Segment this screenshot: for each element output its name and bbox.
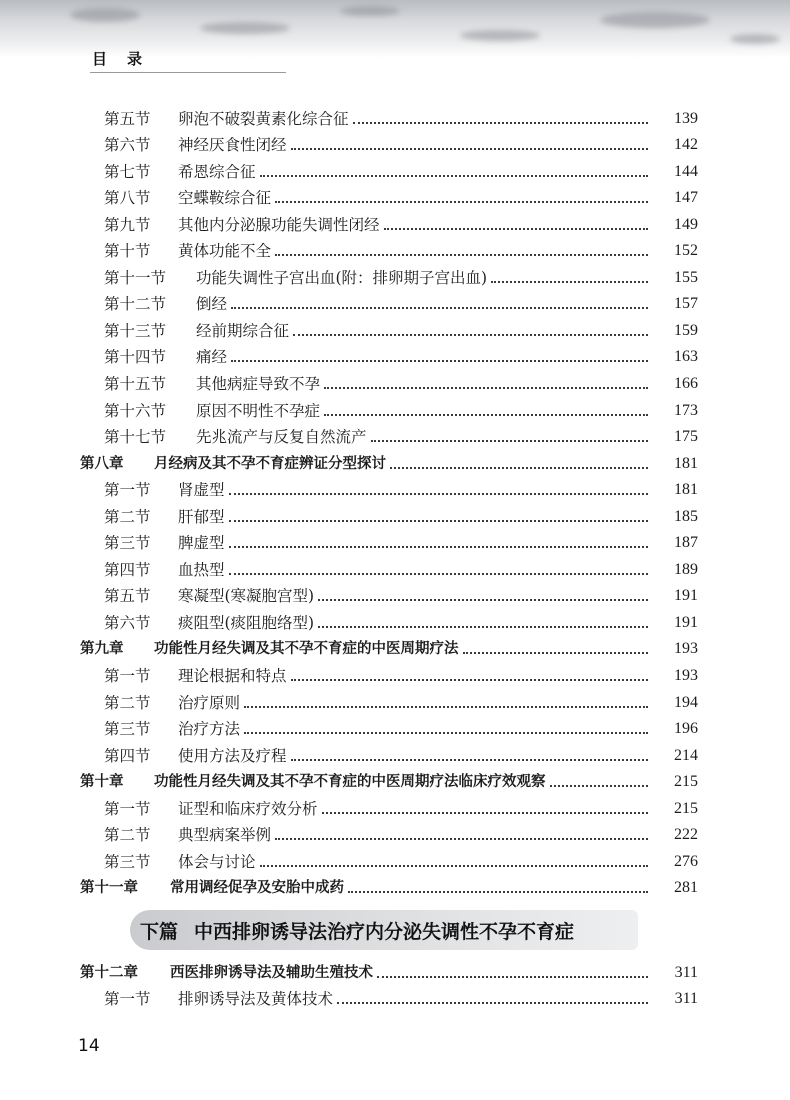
toc-page-number: 142: [674, 136, 698, 154]
toc-section-row[interactable]: [0, 688, 790, 715]
toc-section-row[interactable]: [0, 104, 790, 131]
toc-leader-dots: [348, 890, 648, 893]
toc-entry-label: [0, 561, 225, 579]
toc-entry-title: 肝郁型: [178, 507, 225, 526]
toc-entry-label: [0, 964, 373, 982]
toc-section-row[interactable]: [0, 608, 790, 635]
toc-entry-label: [0, 428, 367, 446]
toc-section-row[interactable]: [0, 847, 790, 874]
toc-entry-number: 第十节: [104, 242, 151, 261]
toc-section-row[interactable]: [0, 582, 790, 609]
toc-entry-label: [0, 534, 225, 552]
toc-entry-title: 痰阻型(痰阻胞络型): [178, 613, 315, 632]
toc-leader-dots: [275, 837, 648, 840]
toc-page-number: 175: [674, 428, 698, 446]
toc-leader-dots: [377, 975, 648, 978]
toc-entry-number: 第一节: [104, 667, 151, 686]
toc-entry-title: 血热型: [178, 560, 225, 579]
toc-leader-dots: [390, 466, 648, 469]
toc-chapter-row[interactable]: [0, 449, 790, 476]
toc-entry-label: [0, 720, 240, 738]
toc-page-number: 222: [674, 826, 698, 844]
toc-section-row[interactable]: [0, 210, 790, 237]
toc-page-number: 173: [674, 401, 698, 419]
toc-entry-label: [0, 163, 256, 181]
toc-entry-title: 脾虚型: [178, 534, 225, 553]
toc-leader-dots: [291, 678, 648, 681]
toc-entry-number: 第十七节: [104, 428, 167, 447]
toc-entry-title: 功能失调性子宫出血(附：排卵期子宫出血): [196, 268, 488, 287]
decor-blob: [460, 30, 540, 41]
toc-section-row[interactable]: [0, 396, 790, 423]
toc-page-number: 214: [674, 746, 698, 764]
toc-chapter-row[interactable]: [0, 958, 790, 985]
toc-chapter-row[interactable]: [0, 635, 790, 662]
toc-entry-label: [0, 189, 271, 207]
toc-leader-dots: [275, 253, 648, 256]
part-number: 下篇: [140, 921, 179, 943]
toc-page-number: 159: [674, 321, 698, 339]
toc-entry-number: 第一节: [104, 799, 151, 818]
toc-leader-dots: [318, 598, 648, 601]
toc-page-number: 187: [674, 534, 698, 552]
toc-entry-number: 第八节: [104, 189, 151, 208]
toc-entry-label: [0, 481, 225, 499]
toc-entry-title: 使用方法及疗程: [178, 746, 287, 765]
toc-leader-dots: [291, 147, 648, 150]
toc-page-number: 147: [674, 189, 698, 207]
toc-entry-title: 原因不明性不孕症: [196, 401, 321, 420]
toc-page-number: 276: [674, 852, 698, 870]
toc-entry-number: 第三节: [104, 852, 151, 871]
toc-entry-title: 寒凝型(寒凝胞宫型): [178, 587, 315, 606]
toc-entry-number: 第十六节: [104, 401, 167, 420]
toc-leader-dots: [231, 306, 648, 309]
table-of-contents: [0, 104, 790, 900]
toc-section-row[interactable]: [0, 661, 790, 688]
toc-leader-dots: [324, 386, 648, 389]
toc-entry-label: [0, 242, 271, 260]
toc-entry-number: 第二节: [104, 693, 151, 712]
toc-entry-number: 第十一章: [80, 880, 138, 897]
toc-leader-dots: [260, 174, 648, 177]
toc-entry-label: [0, 110, 349, 128]
toc-entry-number: 第十一节: [104, 268, 167, 287]
part-heading: [140, 917, 574, 944]
toc-entry-title: 其他病症导致不孕: [196, 375, 321, 394]
toc-page-number: 193: [674, 640, 698, 658]
toc-leader-dots: [229, 545, 648, 548]
toc-leader-dots: [318, 625, 648, 628]
toc-section-row[interactable]: [0, 369, 790, 396]
toc-leader-dots: [491, 280, 648, 283]
toc-entry-number: 第一节: [104, 481, 151, 500]
toc-section-row[interactable]: [0, 821, 790, 848]
toc-chapter-row[interactable]: [0, 874, 790, 901]
toc-chapter-row[interactable]: [0, 768, 790, 795]
toc-entry-number: 第四节: [104, 560, 151, 579]
toc-section-row[interactable]: [0, 741, 790, 768]
toc-leader-dots: [291, 758, 648, 761]
toc-section-row[interactable]: [0, 237, 790, 264]
toc-entry-number: 第二节: [104, 507, 151, 526]
toc-entry-label: [0, 614, 314, 632]
toc-page-number: 215: [674, 773, 698, 791]
toc-entry-number: 第十五节: [104, 375, 167, 394]
toc-section-row[interactable]: [0, 343, 790, 370]
toc-leader-dots: [229, 572, 648, 575]
toc-leader-dots: [260, 864, 648, 867]
toc-page-number: 311: [674, 990, 698, 1008]
part-banner: [130, 910, 638, 950]
decor-blob: [730, 34, 780, 44]
decor-blob: [70, 8, 140, 22]
toc-entry-title: 理论根据和特点: [178, 667, 287, 686]
page-number: 14: [78, 1036, 100, 1056]
part-title: 中西排卵诱导法治疗内分泌失调性不孕不育症: [194, 921, 575, 943]
toc-entry-title: 先兆流产与反复自然流产: [196, 428, 367, 447]
toc-entry-title: 常用调经促孕及安胎中成药: [170, 880, 344, 897]
toc-page-number: 191: [674, 587, 698, 605]
toc-leader-dots: [353, 121, 648, 124]
toc-leader-dots: [229, 519, 648, 522]
toc-leader-dots: [275, 200, 648, 203]
toc-entry-label: [0, 216, 380, 234]
toc-entry-title: 月经病及其不孕不育症辨证分型探讨: [154, 455, 386, 472]
toc-entry-label: [0, 747, 287, 765]
toc-entry-title: 典型病案举例: [178, 826, 272, 845]
toc-entry-title: 经前期综合征: [196, 321, 290, 340]
toc-entry-title: 痛经: [196, 348, 228, 367]
toc-entry-label: [0, 455, 386, 473]
toc-entry-number: 第十二节: [104, 295, 167, 314]
toc-page-number: 166: [674, 375, 698, 393]
toc-page-number: 193: [674, 667, 698, 685]
toc-leader-dots: [293, 333, 648, 336]
toc-entry-title: 神经厌食性闭经: [178, 136, 287, 155]
toc-page-number: 163: [674, 348, 698, 366]
toc-entry-number: 第一节: [104, 990, 151, 1009]
toc-entry-number: 第五节: [104, 109, 151, 128]
toc-page-number: 185: [674, 507, 698, 525]
header-rule: [90, 72, 286, 73]
toc-page-number: 311: [674, 963, 698, 981]
toc-entry-number: 第二节: [104, 826, 151, 845]
toc-entry-label: [0, 322, 289, 340]
toc-entry-title: 空蝶鞍综合征: [178, 189, 272, 208]
toc-page-number: 181: [674, 481, 698, 499]
toc-leader-dots: [384, 227, 648, 230]
toc-entry-label: [0, 667, 287, 685]
table-of-contents-continued: [0, 958, 790, 1011]
toc-entry-title: 卵泡不破裂黄素化综合征: [178, 109, 349, 128]
toc-entry-number: 第六节: [104, 136, 151, 155]
decor-blob: [200, 22, 290, 34]
toc-entry-number: 第十四节: [104, 348, 167, 367]
toc-section-row[interactable]: [0, 157, 790, 184]
toc-page-number: 181: [674, 454, 698, 472]
toc-section-row[interactable]: [0, 184, 790, 211]
toc-entry-label: [0, 990, 333, 1008]
toc-section-row[interactable]: [0, 263, 790, 290]
toc-section-row[interactable]: [0, 794, 790, 821]
toc-entry-label: [0, 853, 256, 871]
toc-page-number: 215: [674, 799, 698, 817]
toc-leader-dots: [550, 784, 649, 787]
toc-page-number: 194: [674, 693, 698, 711]
toc-entry-label: [0, 587, 314, 605]
toc-entry-title: 功能性月经失调及其不孕不育症的中医周期疗法: [154, 641, 459, 658]
toc-leader-dots: [229, 492, 648, 495]
toc-entry-number: 第十三节: [104, 321, 167, 340]
toc-entry-label: [0, 375, 320, 393]
toc-entry-title: 治疗方法: [178, 720, 241, 739]
toc-entry-number: 第五节: [104, 587, 151, 606]
toc-entry-label: [0, 773, 546, 791]
toc-page-number: 149: [674, 215, 698, 233]
toc-entry-number: 第十二章: [80, 964, 138, 981]
toc-entry-number: 第九章: [80, 641, 124, 658]
toc-entry-label: [0, 348, 227, 366]
toc-entry-title: 希恩综合征: [178, 162, 256, 181]
toc-page-number: 155: [674, 268, 698, 286]
toc-entry-title: 倒经: [196, 295, 228, 314]
toc-entry-title: 西医排卵诱导法及辅助生殖技术: [170, 964, 373, 981]
toc-page-number: 196: [674, 720, 698, 738]
toc-section-row[interactable]: [0, 476, 790, 503]
toc-entry-label: [0, 640, 459, 658]
toc-entry-number: 第九节: [104, 215, 151, 234]
toc-leader-dots: [371, 439, 648, 442]
toc-page-number: 152: [674, 242, 698, 260]
toc-leader-dots: [244, 731, 648, 734]
toc-entry-label: [0, 826, 271, 844]
toc-entry-label: [0, 800, 318, 818]
toc-entry-title: 肾虚型: [178, 481, 225, 500]
decor-blob: [340, 6, 400, 16]
toc-entry-number: 第七节: [104, 162, 151, 181]
toc-leader-dots: [463, 651, 649, 654]
toc-entry-label: [0, 269, 487, 287]
toc-section-row[interactable]: [0, 131, 790, 158]
toc-entry-number: 第六节: [104, 613, 151, 632]
toc-section-row[interactable]: [0, 423, 790, 450]
toc-page-number: 191: [674, 613, 698, 631]
toc-page-number: 281: [674, 879, 698, 897]
toc-section-row[interactable]: [0, 715, 790, 742]
toc-entry-label: [0, 295, 227, 313]
toc-leader-dots: [322, 811, 648, 814]
toc-leader-dots: [244, 705, 648, 708]
toc-section-row[interactable]: [0, 502, 790, 529]
page-header-title: 目录: [92, 50, 163, 68]
toc-entry-number: 第三节: [104, 720, 151, 739]
toc-section-row[interactable]: [0, 529, 790, 556]
toc-entry-title: 功能性月经失调及其不孕不育症的中医周期疗法临床疗效观察: [154, 774, 546, 791]
toc-entry-label: [0, 508, 225, 526]
toc-leader-dots: [337, 1001, 648, 1004]
toc-entry-title: 排卵诱导法及黄体技术: [178, 990, 334, 1009]
toc-page-number: 144: [674, 162, 698, 180]
toc-entry-label: [0, 136, 287, 154]
toc-entry-title: 其他内分泌腺功能失调性闭经: [178, 215, 380, 234]
toc-entry-label: [0, 694, 240, 712]
toc-leader-dots: [324, 413, 648, 416]
toc-entry-number: 第三节: [104, 534, 151, 553]
toc-page-number: 139: [674, 109, 698, 127]
toc-section-row[interactable]: [0, 290, 790, 317]
toc-section-row[interactable]: [0, 985, 790, 1012]
toc-entry-number: 第十章: [80, 774, 124, 791]
toc-entry-label: [0, 402, 320, 420]
toc-section-row[interactable]: [0, 316, 790, 343]
toc-entry-label: [0, 879, 344, 897]
toc-entry-title: 治疗原则: [178, 693, 241, 712]
toc-entry-number: 第八章: [80, 455, 124, 472]
toc-leader-dots: [231, 359, 648, 362]
toc-entry-title: 证型和临床疗效分析: [178, 799, 318, 818]
toc-entry-title: 黄体功能不全: [178, 242, 272, 261]
toc-page-number: 189: [674, 560, 698, 578]
decor-blob: [600, 12, 710, 28]
toc-entry-title: 体会与讨论: [178, 852, 256, 871]
toc-entry-number: 第四节: [104, 746, 151, 765]
toc-page-number: 157: [674, 295, 698, 313]
toc-section-row[interactable]: [0, 555, 790, 582]
